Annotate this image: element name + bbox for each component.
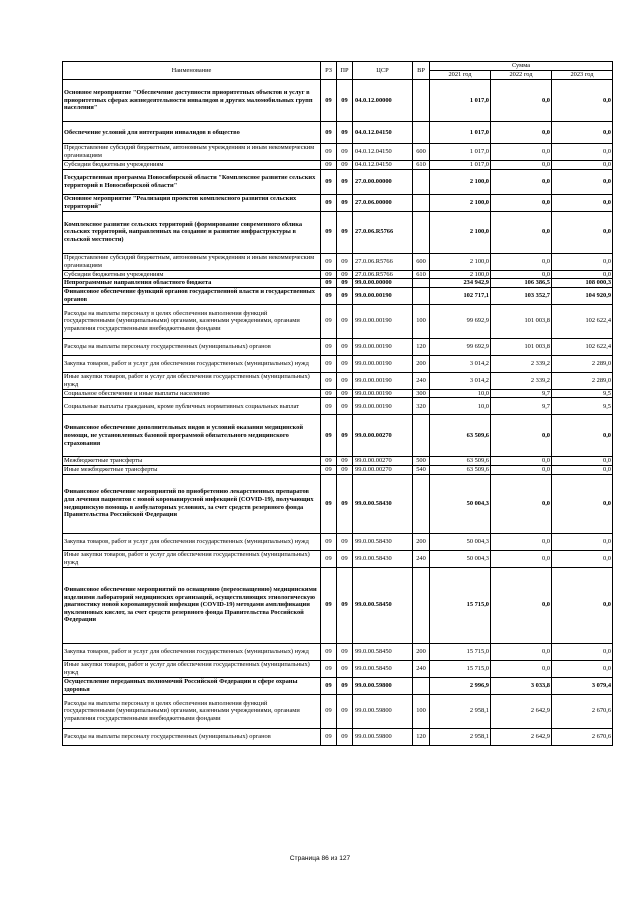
- row-pr: 09: [337, 398, 353, 415]
- row-pr: 09: [337, 415, 353, 457]
- header-csr: ЦСР: [353, 62, 413, 80]
- row-rz: 09: [321, 338, 337, 355]
- row-rz: 09: [321, 279, 337, 288]
- row-vr: 600: [413, 144, 430, 161]
- row-sum-2023: 0,0: [552, 253, 613, 270]
- row-sum-2023: 0,0: [552, 567, 613, 643]
- row-vr: [413, 194, 430, 211]
- row-sum-2023: 0,0: [552, 660, 613, 677]
- row-rz: 09: [321, 355, 337, 372]
- row-rz: 09: [321, 694, 337, 728]
- row-sum-2021: 2 100,0: [430, 211, 491, 253]
- row-sum-2022: 0,0: [491, 253, 552, 270]
- row-rz: 09: [321, 457, 337, 466]
- row-name: Закупка товаров, работ и услуг для обеспечения государственных (муниципальных) нужд: [63, 355, 321, 372]
- row-rz: 09: [321, 211, 337, 253]
- row-pr: 09: [337, 211, 353, 253]
- row-sum-2023: 0,0: [552, 161, 613, 170]
- row-sum-2023: 0,0: [552, 533, 613, 550]
- row-vr: 610: [413, 161, 430, 170]
- header-name: Наименование: [63, 62, 321, 80]
- row-sum-2022: 0,0: [491, 144, 552, 161]
- row-sum-2021: 3 014,2: [430, 372, 491, 389]
- row-sum-2021: 1 017,0: [430, 144, 491, 161]
- row-sum-2021: 50 004,3: [430, 550, 491, 567]
- row-csr: 27.0.06.R5766: [353, 211, 413, 253]
- row-pr: 09: [337, 270, 353, 279]
- row-vr: 500: [413, 457, 430, 466]
- row-name: Закупка товаров, работ и услуг для обеспечения государственных (муниципальных) нужд: [63, 643, 321, 660]
- row-name: Закупка товаров, работ и услуг для обеспечения государственных (муниципальных) нужд: [63, 533, 321, 550]
- row-sum-2023: 2 670,6: [552, 694, 613, 728]
- row-rz: 09: [321, 550, 337, 567]
- row-rz: 09: [321, 304, 337, 338]
- row-pr: 09: [337, 80, 353, 122]
- table-row: [63, 389, 613, 398]
- row-sum-2023: 0,0: [552, 474, 613, 533]
- row-rz: 09: [321, 287, 337, 304]
- row-pr: 09: [337, 474, 353, 533]
- row-vr: 320: [413, 398, 430, 415]
- row-sum-2021: 3 014,2: [430, 355, 491, 372]
- row-sum-2022: 103 352,7: [491, 287, 552, 304]
- row-rz: 09: [321, 169, 337, 194]
- row-sum-2021: 2 958,1: [430, 694, 491, 728]
- row-sum-2023: 0,0: [552, 144, 613, 161]
- table-row: [63, 398, 613, 415]
- row-vr: 200: [413, 355, 430, 372]
- row-vr: [413, 211, 430, 253]
- row-sum-2023: 0,0: [552, 643, 613, 660]
- row-sum-2021: 50 004,3: [430, 474, 491, 533]
- row-sum-2021: 102 717,1: [430, 287, 491, 304]
- row-sum-2023: 0,0: [552, 550, 613, 567]
- row-csr: 04.0.12.04150: [353, 144, 413, 161]
- row-sum-2023: 0,0: [552, 80, 613, 122]
- row-csr: 27.0.06.00000: [353, 194, 413, 211]
- row-csr: 99.0.00.00270: [353, 465, 413, 474]
- row-name: Иные закупки товаров, работ и услуг для обеспечения государственных (муниципальных) нужд: [63, 660, 321, 677]
- row-name: Финансовое обеспечение мероприятий по приобретению лекарственных препаратов для лечения пациентов с новой коронавирусной инфекцией (COVID-19), получающих медицинскую помощь в амбулаторных условиях, за счет средств резервного фонда Правительства Российской Федерации: [63, 474, 321, 533]
- row-vr: [413, 287, 430, 304]
- row-rz: 09: [321, 567, 337, 643]
- row-rz: 09: [321, 728, 337, 745]
- row-pr: 09: [337, 643, 353, 660]
- table-row: [63, 415, 613, 457]
- row-pr: 09: [337, 122, 353, 144]
- row-name: Основное мероприятие "Реализация проектов комплексного развития сельских территорий": [63, 194, 321, 211]
- row-name: Субсидии бюджетным учреждениям: [63, 161, 321, 170]
- row-csr: 99.0.00.00190: [353, 338, 413, 355]
- row-sum-2021: 2 100,0: [430, 253, 491, 270]
- row-sum-2022: 101 003,8: [491, 338, 552, 355]
- row-sum-2021: 63 509,6: [430, 465, 491, 474]
- row-pr: 09: [337, 660, 353, 677]
- table-body: [63, 80, 613, 746]
- row-pr: 09: [337, 533, 353, 550]
- row-csr: 99.0.00.00190: [353, 287, 413, 304]
- row-vr: [413, 279, 430, 288]
- row-sum-2021: 2 100,0: [430, 194, 491, 211]
- row-sum-2022: 0,0: [491, 660, 552, 677]
- row-sum-2023: 9,5: [552, 398, 613, 415]
- row-csr: 99.0.00.59800: [353, 728, 413, 745]
- row-sum-2022: 0,0: [491, 465, 552, 474]
- row-rz: 09: [321, 194, 337, 211]
- row-pr: 09: [337, 161, 353, 170]
- row-sum-2022: 2 642,9: [491, 694, 552, 728]
- row-sum-2022: 0,0: [491, 474, 552, 533]
- row-sum-2022: 9,7: [491, 398, 552, 415]
- row-csr: 99.0.00.00190: [353, 355, 413, 372]
- row-name: Иные закупки товаров, работ и услуг для обеспечения государственных (муниципальных) нужд: [63, 550, 321, 567]
- row-pr: 09: [337, 550, 353, 567]
- row-pr: 09: [337, 457, 353, 466]
- row-pr: 09: [337, 728, 353, 745]
- row-csr: 99.0.00.00000: [353, 279, 413, 288]
- row-pr: 09: [337, 169, 353, 194]
- row-sum-2021: 2 996,9: [430, 677, 491, 694]
- row-pr: 09: [337, 287, 353, 304]
- row-name: Субсидии бюджетным учреждениям: [63, 270, 321, 279]
- row-sum-2022: 106 386,5: [491, 279, 552, 288]
- row-pr: 09: [337, 372, 353, 389]
- row-csr: 99.0.00.59800: [353, 677, 413, 694]
- row-sum-2022: 0,0: [491, 415, 552, 457]
- row-sum-2021: 10,0: [430, 398, 491, 415]
- table-row: [63, 253, 613, 270]
- row-vr: 120: [413, 728, 430, 745]
- row-pr: 09: [337, 304, 353, 338]
- row-sum-2022: 0,0: [491, 161, 552, 170]
- table-row: [63, 677, 613, 694]
- row-sum-2021: 15 715,0: [430, 643, 491, 660]
- row-pr: 09: [337, 389, 353, 398]
- row-sum-2022: 0,0: [491, 211, 552, 253]
- row-name: Расходы на выплаты персоналу государственных (муниципальных) органов: [63, 728, 321, 745]
- row-sum-2022: 0,0: [491, 270, 552, 279]
- table-row: [63, 465, 613, 474]
- row-sum-2022: 0,0: [491, 550, 552, 567]
- row-csr: 04.0.12.04150: [353, 122, 413, 144]
- row-rz: 09: [321, 372, 337, 389]
- header-sum: Сумма: [430, 62, 613, 71]
- row-vr: [413, 415, 430, 457]
- row-rz: 09: [321, 144, 337, 161]
- row-sum-2021: 15 715,0: [430, 567, 491, 643]
- row-vr: 240: [413, 550, 430, 567]
- table-row: [63, 338, 613, 355]
- row-sum-2021: 99 692,9: [430, 338, 491, 355]
- table-row: [63, 169, 613, 194]
- row-sum-2021: 2 100,0: [430, 270, 491, 279]
- row-pr: 09: [337, 677, 353, 694]
- row-csr: 99.0.00.58450: [353, 567, 413, 643]
- row-pr: 09: [337, 465, 353, 474]
- table-row: [63, 122, 613, 144]
- row-vr: [413, 567, 430, 643]
- row-csr: 27.0.06.R5766: [353, 270, 413, 279]
- table-row: [63, 728, 613, 745]
- row-vr: [413, 80, 430, 122]
- row-name: Иные межбюджетные трансферты: [63, 465, 321, 474]
- row-sum-2021: 63 509,6: [430, 415, 491, 457]
- header-vr: ВР: [413, 62, 430, 80]
- row-sum-2022: 0,0: [491, 567, 552, 643]
- row-csr: 99.0.00.00190: [353, 389, 413, 398]
- row-csr: 99.0.00.00190: [353, 304, 413, 338]
- table-row: [63, 550, 613, 567]
- row-name: Государственная программа Новосибирской области "Комплексное развитие сельских территорий в Новосибирской области": [63, 169, 321, 194]
- row-vr: 120: [413, 338, 430, 355]
- row-name: Расходы на выплаты персоналу в целях обеспечения выполнения функций государственными (муниципальными) органами, казенными учреждениями, органами управления государственными внебюджетными фондами: [63, 304, 321, 338]
- row-csr: 04.0.12.00000: [353, 80, 413, 122]
- table-row: [63, 567, 613, 643]
- row-sum-2021: 1 017,0: [430, 161, 491, 170]
- row-sum-2021: 1 017,0: [430, 80, 491, 122]
- row-vr: 200: [413, 533, 430, 550]
- row-name: Расходы на выплаты персоналу в целях обеспечения выполнения функций государственными (муниципальными) органами, казенными учреждениями, органами управления государственными внебюджетными фондами: [63, 694, 321, 728]
- row-sum-2023: 0,0: [552, 270, 613, 279]
- row-name: Финансовое обеспечение функций органов государственной власти и государственных органов: [63, 287, 321, 304]
- table-row: [63, 457, 613, 466]
- row-name: Комплексное развитие сельских территорий (формирование современного облика сельских территорий, направленных на создание и развитие инфраструктуры в сельской местности): [63, 211, 321, 253]
- row-pr: 09: [337, 694, 353, 728]
- row-sum-2023: 3 079,4: [552, 677, 613, 694]
- row-sum-2023: 2 670,6: [552, 728, 613, 745]
- row-name: Основное мероприятие "Обеспечение доступности приоритетных объектов и услуг в приоритетных сферах жизнедеятельности инвалидов и других маломобильных групп населения": [63, 80, 321, 122]
- table-row: [63, 194, 613, 211]
- table-row: [63, 161, 613, 170]
- table-row: [63, 304, 613, 338]
- row-pr: 09: [337, 567, 353, 643]
- row-rz: 09: [321, 660, 337, 677]
- header-rz: РЗ: [321, 62, 337, 80]
- row-sum-2023: 2 289,0: [552, 372, 613, 389]
- header-year-2023: 2023 год: [552, 71, 613, 80]
- row-csr: 99.0.00.00190: [353, 372, 413, 389]
- row-pr: 09: [337, 338, 353, 355]
- row-sum-2021: 2 958,1: [430, 728, 491, 745]
- row-sum-2023: 104 920,9: [552, 287, 613, 304]
- table-row: [63, 211, 613, 253]
- row-csr: 99.0.00.58430: [353, 550, 413, 567]
- row-sum-2023: 108 000,3: [552, 279, 613, 288]
- row-rz: 09: [321, 474, 337, 533]
- table-row: [63, 270, 613, 279]
- table-row: [63, 694, 613, 728]
- row-rz: 09: [321, 253, 337, 270]
- header-year-2021: 2021 год: [430, 71, 491, 80]
- row-rz: 09: [321, 465, 337, 474]
- table-row: [63, 660, 613, 677]
- row-rz: 09: [321, 389, 337, 398]
- row-csr: 99.0.00.00190: [353, 398, 413, 415]
- row-sum-2022: 2 339,2: [491, 372, 552, 389]
- row-sum-2022: 2 642,9: [491, 728, 552, 745]
- row-sum-2023: 0,0: [552, 415, 613, 457]
- header-pr: ПР: [337, 62, 353, 80]
- row-name: Иные закупки товаров, работ и услуг для обеспечения государственных (муниципальных) нужд: [63, 372, 321, 389]
- row-csr: 99.0.00.58450: [353, 660, 413, 677]
- row-csr: 99.0.00.00270: [353, 457, 413, 466]
- row-rz: 09: [321, 161, 337, 170]
- row-sum-2022: 3 033,8: [491, 677, 552, 694]
- row-sum-2023: 0,0: [552, 122, 613, 144]
- row-sum-2022: 0,0: [491, 194, 552, 211]
- row-sum-2023: 0,0: [552, 465, 613, 474]
- row-sum-2022: 0,0: [491, 457, 552, 466]
- table-row: [63, 144, 613, 161]
- row-sum-2023: 0,0: [552, 457, 613, 466]
- row-rz: 09: [321, 643, 337, 660]
- row-rz: 09: [321, 677, 337, 694]
- row-vr: 240: [413, 372, 430, 389]
- row-sum-2021: 234 942,9: [430, 279, 491, 288]
- row-vr: [413, 122, 430, 144]
- row-sum-2022: 0,0: [491, 80, 552, 122]
- row-sum-2021: 10,0: [430, 389, 491, 398]
- row-pr: 09: [337, 144, 353, 161]
- row-rz: 09: [321, 415, 337, 457]
- row-name: Социальные выплаты гражданам, кроме публичных нормативных социальных выплат: [63, 398, 321, 415]
- row-pr: 09: [337, 355, 353, 372]
- row-sum-2023: 2 289,0: [552, 355, 613, 372]
- row-csr: 99.0.00.00270: [353, 415, 413, 457]
- row-rz: 09: [321, 398, 337, 415]
- row-csr: 27.0.00.00000: [353, 169, 413, 194]
- row-vr: 100: [413, 694, 430, 728]
- row-vr: 240: [413, 660, 430, 677]
- row-name: Обеспечение условий для интеграции инвалидов в общество: [63, 122, 321, 144]
- row-csr: 99.0.00.58430: [353, 533, 413, 550]
- page-footer: Страница 86 из 127: [289, 855, 351, 862]
- row-rz: 09: [321, 80, 337, 122]
- row-csr: 99.0.00.59800: [353, 694, 413, 728]
- row-sum-2022: 2 339,2: [491, 355, 552, 372]
- row-rz: 09: [321, 533, 337, 550]
- row-sum-2023: 9,5: [552, 389, 613, 398]
- table-row: [63, 372, 613, 389]
- row-sum-2022: 0,0: [491, 122, 552, 144]
- row-sum-2023: 0,0: [552, 169, 613, 194]
- row-vr: 100: [413, 304, 430, 338]
- row-sum-2023: 102 622,4: [552, 304, 613, 338]
- row-sum-2022: 0,0: [491, 643, 552, 660]
- row-csr: 04.0.12.04150: [353, 161, 413, 170]
- row-name: Финансовое обеспечение мероприятий по оснащению (переоснащению) медицинскими изделиями лабораторий медицинских организаций, осуществляющих этиологическую диагностику новой коронавирусной инфекции (COVID-19) методами амплификации нуклеиновых кислот, за счет средств резервного фонда Правительства Российской Федерации: [63, 567, 321, 643]
- table-row: [63, 355, 613, 372]
- row-sum-2023: 102 622,4: [552, 338, 613, 355]
- row-sum-2021: 99 692,9: [430, 304, 491, 338]
- row-name: Межбюджетные трансферты: [63, 457, 321, 466]
- table-row: [63, 80, 613, 122]
- row-sum-2022: 101 003,8: [491, 304, 552, 338]
- row-name: Расходы на выплаты персоналу государственных (муниципальных) органов: [63, 338, 321, 355]
- row-pr: 09: [337, 253, 353, 270]
- table-row: [63, 287, 613, 304]
- row-csr: 27.0.06.R5766: [353, 253, 413, 270]
- row-sum-2022: 0,0: [491, 169, 552, 194]
- row-name: Предоставление субсидий бюджетным, автономным учреждениям и иным некоммерческим организациям: [63, 144, 321, 161]
- row-sum-2023: 0,0: [552, 211, 613, 253]
- row-pr: 09: [337, 279, 353, 288]
- row-vr: [413, 169, 430, 194]
- row-name: Непрограммные направления областного бюджета: [63, 279, 321, 288]
- row-csr: 99.0.00.58430: [353, 474, 413, 533]
- row-pr: 09: [337, 194, 353, 211]
- row-name: Предоставление субсидий бюджетным, автономным учреждениям и иным некоммерческим организациям: [63, 253, 321, 270]
- row-sum-2021: 2 100,0: [430, 169, 491, 194]
- row-csr: 99.0.00.58450: [353, 643, 413, 660]
- table-row: [63, 533, 613, 550]
- row-name: Финансовое обеспечение дополнительных видов и условий оказания медицинской помощи, не установленных базовой программой обязательного медицинского страхования: [63, 415, 321, 457]
- row-sum-2021: 63 509,6: [430, 457, 491, 466]
- row-vr: [413, 474, 430, 533]
- header-year-2022: 2022 год: [491, 71, 552, 80]
- budget-table: [62, 61, 613, 746]
- row-sum-2021: 15 715,0: [430, 660, 491, 677]
- row-vr: 200: [413, 643, 430, 660]
- table-row: [63, 643, 613, 660]
- row-vr: 600: [413, 253, 430, 270]
- row-vr: 540: [413, 465, 430, 474]
- row-name: Осуществление переданных полномочий Российской Федерации в сфере охраны здоровья: [63, 677, 321, 694]
- row-sum-2023: 0,0: [552, 194, 613, 211]
- row-vr: [413, 677, 430, 694]
- row-sum-2021: 50 004,3: [430, 533, 491, 550]
- row-rz: 09: [321, 122, 337, 144]
- row-sum-2022: 0,0: [491, 533, 552, 550]
- row-vr: 610: [413, 270, 430, 279]
- row-vr: 300: [413, 389, 430, 398]
- row-sum-2021: 1 017,0: [430, 122, 491, 144]
- table-row: [63, 279, 613, 288]
- row-rz: 09: [321, 270, 337, 279]
- row-name: Социальное обеспечение и иные выплаты населению: [63, 389, 321, 398]
- table-row: [63, 474, 613, 533]
- row-sum-2022: 9,7: [491, 389, 552, 398]
